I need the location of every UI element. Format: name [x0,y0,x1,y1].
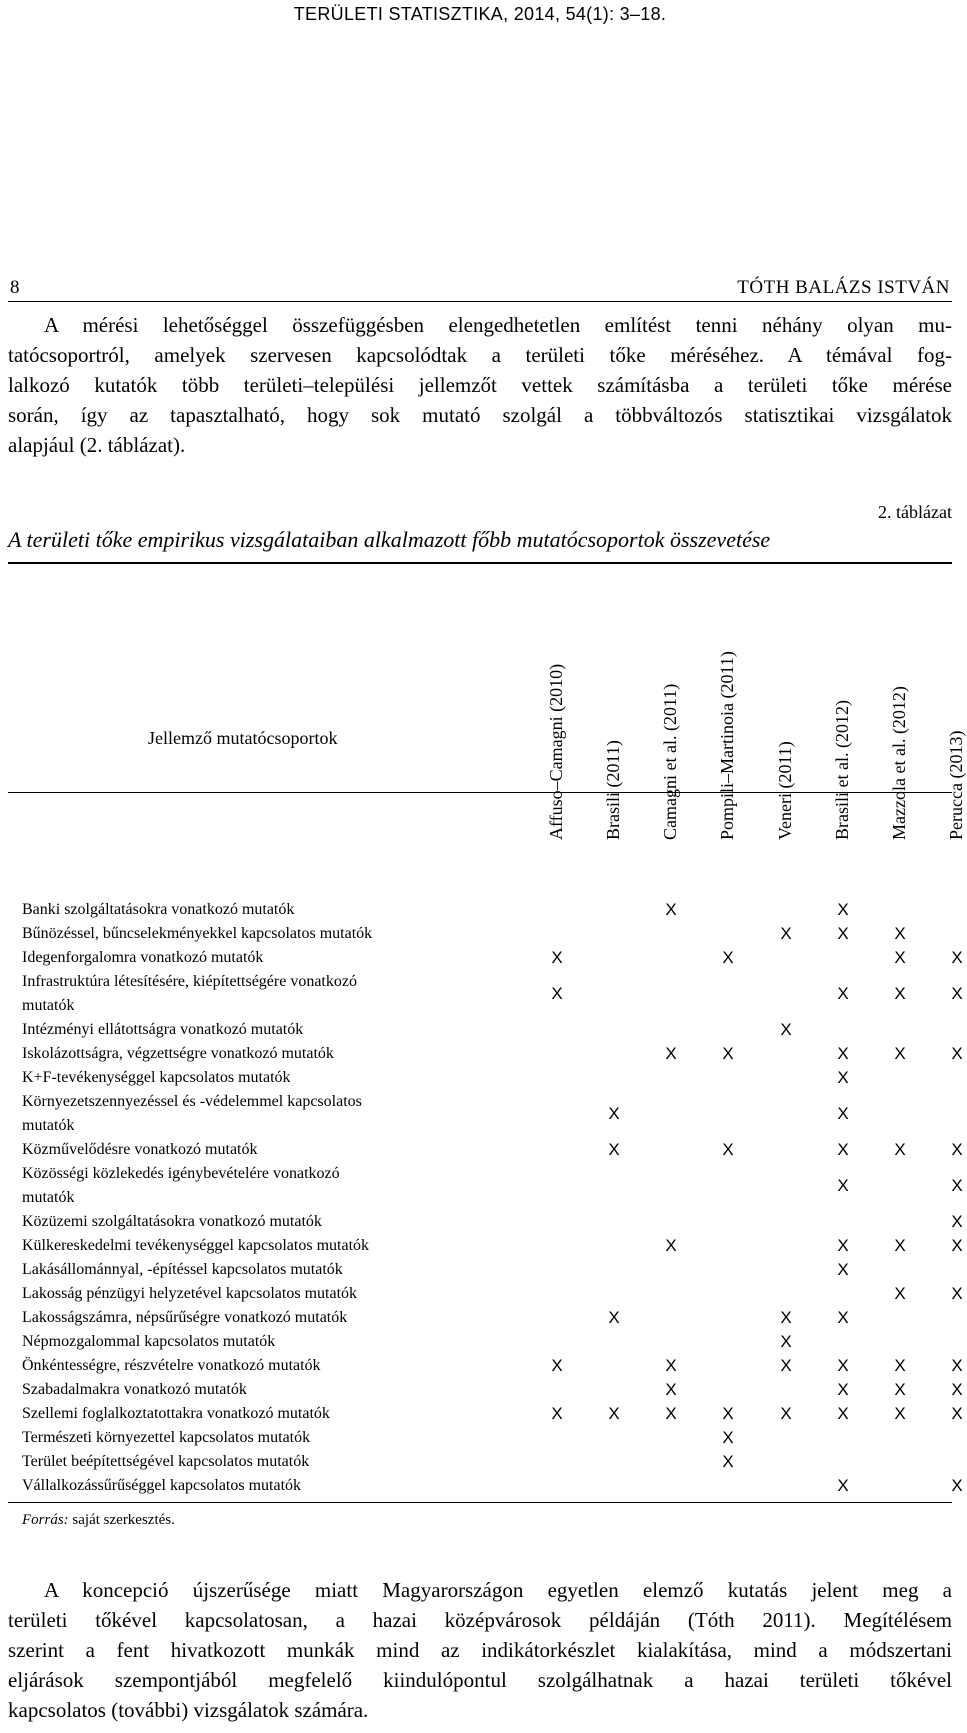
text-line: A koncepció újszerűsége miatt Magyarországon egyetlen elemző kutatás jelent meg a [44,1578,952,1602]
column-header: Brasili et al. (2012) [832,700,852,840]
table-mark: X [722,1404,734,1423]
table-mark: X [780,1308,792,1327]
row-label: Népmozgalommal kapcsolatos mutatók [22,1333,276,1350]
table-mark: X [837,1044,849,1063]
table-mark: X [837,1068,849,1087]
table-mark: X [951,1236,963,1255]
row-label: Önkéntességre, részvételre vonatkozó mutatók [22,1357,321,1374]
table-mark: X [951,1404,963,1423]
table-mark: X [551,984,563,1003]
source-key: Forrás: [22,1512,69,1528]
closing-paragraph [8,1575,952,1725]
table-mark: X [951,1212,963,1231]
row-label: mutatók [22,1117,75,1134]
table-mark: X [665,1356,677,1375]
table-mark: X [722,948,734,967]
text-line: területi tőkével kapcsolatosan, a hazai középvárosok példáján (Tóth 2011). Megítélésem [8,1608,952,1632]
table-mark: X [894,984,906,1003]
text-line: szerint a fent hivatkozott munkák mind az indikátorkészlet kialakítása, mind a módszertani [8,1638,952,1662]
row-label: Iskolázottságra, végzettségre vonatkozó mutatók [22,1045,334,1062]
table-mark: X [665,1044,677,1063]
row-label: Vállalkozássűrűséggel kapcsolatos mutatók [22,1477,302,1494]
row-header-label: Jellemző mutatócsoportok [148,728,338,748]
table-top-rule [8,562,952,564]
table-mark: X [608,1404,620,1423]
table-mark: X [837,900,849,919]
text-line: A mérési lehetőséggel összefüggésben elengedhetetlen említést tenni néhány olyan mu- [44,313,952,337]
table-mark: X [951,1176,963,1195]
row-label: Szabadalmakra vonatkozó mutatók [22,1381,247,1398]
table-mark: X [951,1140,963,1159]
table-mark: X [951,1476,963,1495]
column-header: Veneri (2011) [775,741,795,840]
table-label: 2. táblázat [878,502,952,522]
text-line: lalkozó kutatók több területi–települési jellemzőt vettek számításba a területi tőke mérése [8,373,952,397]
row-label: Idegenforgalomra vonatkozó mutatók [22,949,264,966]
row-label: Infrastruktúra létesítésére, kiépítettségére vonatkozó [22,973,357,990]
table-mark: X [894,1380,906,1399]
table-mark: X [837,1104,849,1123]
table-mark: X [837,1308,849,1327]
author-name: TÓTH BALÁZS ISTVÁN [737,277,950,298]
table-mark: X [722,1452,734,1471]
row-label: Lakásállománnyal, -építéssel kapcsolatos mutatók [22,1261,343,1278]
table-mark: X [837,1380,849,1399]
text-line: alapjául (2. táblázat). [8,433,186,457]
table-mark: X [894,1356,906,1375]
table-mark: X [894,924,906,943]
table-mark: X [551,1404,563,1423]
row-label: mutatók [22,1189,75,1206]
column-header: Perucca (2013) [946,730,966,840]
table-mark: X [951,1356,963,1375]
source-text: saját szerkesztés. [68,1512,175,1528]
row-label: Szellemi foglalkoztatottakra vonatkozó mutatók [22,1405,330,1422]
table-caption: A területi tőke empirikus vizsgálataiban alkalmazott főbb mutatócsoportok összevetése [8,527,771,552]
row-label: K+F-tevékenységgel kapcsolatos mutatók [22,1069,291,1086]
column-header: Mazzola et al. (2012) [889,686,909,840]
table-mark: X [665,1404,677,1423]
page-number: 8 [10,277,20,298]
table-mark: X [780,1332,792,1351]
table-mark: X [894,1044,906,1063]
column-header: Pompili–Martinoia (2011) [717,651,737,840]
row-label: Közösségi közlekedés igénybevételére vonatkozó [22,1165,340,1182]
table-mark: X [608,1140,620,1159]
column-header: Brasili (2011) [603,740,623,840]
table-mark: X [894,948,906,967]
table-mark: X [722,1428,734,1447]
row-label: Természeti környezettel kapcsolatos mutatók [22,1429,311,1446]
table-mark: X [951,1044,963,1063]
row-label: Lakosságszámra, népsűrűségre vonatkozó mutatók [22,1309,348,1326]
table-mark: X [551,1356,563,1375]
row-label: Bűnözéssel, bűncselekményekkel kapcsolatos mutatók [22,925,373,942]
table-mark: X [951,1380,963,1399]
table-mark: X [837,1176,849,1195]
table-header-rule [8,792,952,793]
row-label: Lakosság pénzügyi helyzetével kapcsolatos mutatók [22,1285,358,1302]
table-mark: X [837,1476,849,1495]
table-mark: X [551,948,563,967]
table-mark: X [894,1404,906,1423]
row-label: Banki szolgáltatásokra vonatkozó mutatók [22,901,295,918]
table-mark: X [951,1284,963,1303]
table-mark: X [837,984,849,1003]
running-head: TERÜLETI STATISZTIKA, 2014, 54(1): 3–18. [293,4,667,24]
table-mark: X [722,1140,734,1159]
table-mark: X [837,1404,849,1423]
row-label: Külkereskedelmi tevékenységgel kapcsolatos mutatók [22,1237,370,1254]
row-label: Intézményi ellátottságra vonatkozó mutatók [22,1021,304,1038]
table-mark: X [951,984,963,1003]
table-mark: X [780,924,792,943]
table-mark: X [837,1260,849,1279]
text-line: kapcsolatos (további) vizsgálatok számára. [8,1698,369,1722]
table-mark: X [780,1020,792,1039]
table-mark: X [837,924,849,943]
row-label: Közüzemi szolgáltatásokra vonatkozó mutatók [22,1213,322,1230]
table-mark: X [951,948,963,967]
text-line: eljárások szempontjából megfelelő kiindulópontul szolgálhatnak a hazai területi tőkével [8,1668,952,1692]
table-mark: X [608,1104,620,1123]
table-mark: X [780,1356,792,1375]
table-mark: X [894,1284,906,1303]
text-line: tatócsoportról, amelyek szervesen kapcsolódtak a területi tőke méréséhez. A témával fog- [8,343,952,367]
intro-paragraph [8,310,952,460]
table-mark: X [837,1356,849,1375]
table-mark: X [665,1380,677,1399]
row-label: Közművelődésre vonatkozó mutatók [22,1141,258,1158]
column-header: Camagni et al. (2011) [660,683,680,840]
table-mark: X [665,1236,677,1255]
column-header: Affuso–Camagni (2010) [546,663,566,840]
table-mark: X [608,1308,620,1327]
table-mark: X [665,900,677,919]
page-header [8,277,952,302]
table-source [22,1512,175,1529]
table-mark: X [780,1404,792,1423]
table-mark: X [894,1140,906,1159]
row-label: Környezetszennyezéssel és -védelemmel kapcsolatos [22,1093,362,1110]
row-label: Terület beépítettségével kapcsolatos mutatók [22,1453,310,1470]
table-mark: X [894,1236,906,1255]
table-bottom-rule [8,1502,952,1503]
table-mark: X [837,1236,849,1255]
table-mark: X [722,1044,734,1063]
table-mark: X [837,1140,849,1159]
text-line: során, így az tapasztalható, hogy sok mutató szolgál a többváltozós statisztikai vizsgálatok [8,403,952,427]
row-label: mutatók [22,997,75,1014]
